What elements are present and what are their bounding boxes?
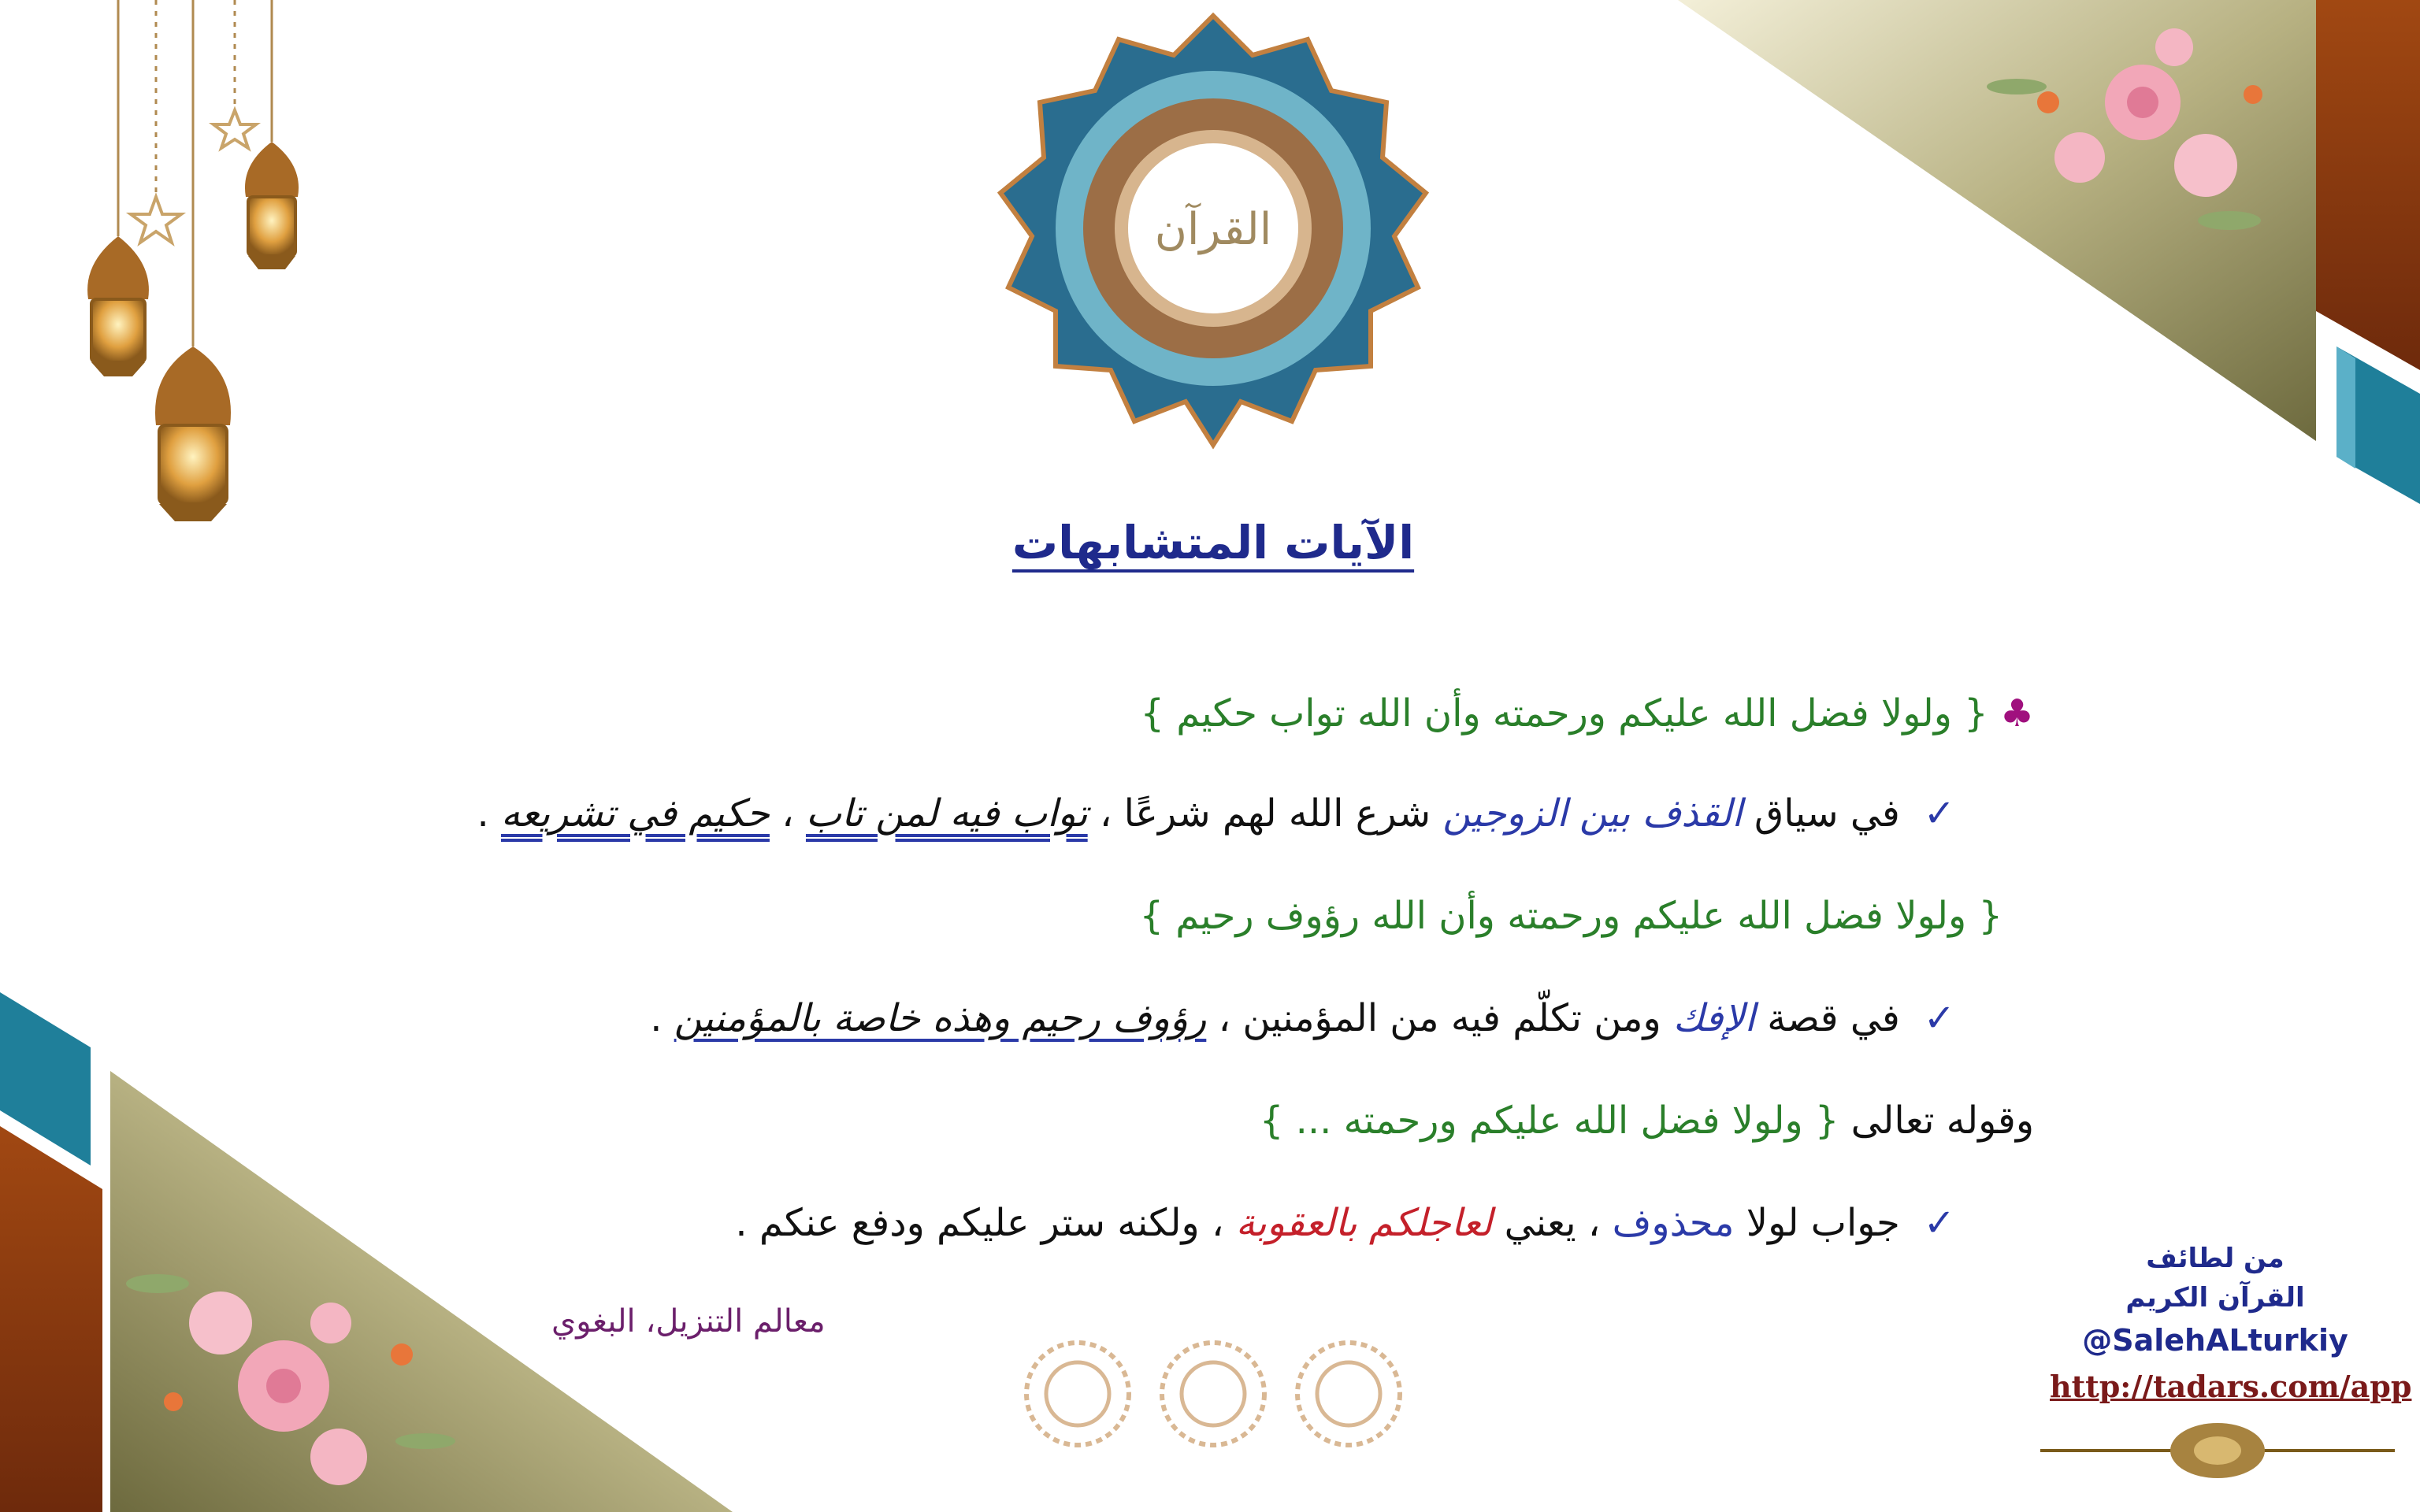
club-bullet-icon: ♣: [1999, 691, 2034, 736]
brand-line-1: من لطائف: [2146, 1243, 2285, 1274]
verse-3: وقوله تعالى { ولولا فضل الله عليكم ورحمته ... }: [1259, 1099, 2034, 1143]
checkmark-icon: ✓: [1923, 791, 1955, 836]
app-link[interactable]: http://tadars.com/app: [2050, 1369, 2412, 1404]
twitter-handle: @SalehALturkiy: [2082, 1323, 2348, 1358]
rust-band-top-right: [2316, 0, 2420, 370]
brand-line-2: القرآن الكريم: [2125, 1282, 2305, 1314]
lanterns-decoration: [87, 0, 299, 521]
checkmark-icon: ✓: [1923, 1201, 1955, 1245]
source-citation: معالم التنزيل، البغوي: [551, 1303, 826, 1340]
rosettes: [1026, 1343, 1400, 1445]
verse-2: { ولولا فضل الله عليكم ورحمته وأن الله رؤوف رحيم }: [1139, 894, 2002, 938]
svg-text:القرآن: القرآن: [1154, 204, 1272, 255]
verse-1-text: { ولولا فضل الله عليكم ورحمته وأن الله تواب حكيم }: [1140, 691, 1988, 736]
note-2: ✓في قصة الإفك ومن تكلّم فيه من المؤمنين ، رؤوف رحيم وهذه خاصة بالمؤمنين .: [650, 996, 1955, 1040]
note-1: ✓في سياق القذف بين الزوجين شرع الله لهم شرعًا ، تواب فيه لمن تاب ، حكيم في تشريعه .: [477, 791, 1955, 836]
verse-1: [1140, 691, 2034, 736]
checkmark-icon: ✓: [1923, 996, 1955, 1040]
ornament-divider: [2040, 1423, 2395, 1478]
note-3: ✓جواب لولا محذوف ، يعني لعاجلكم بالعقوبة ، ولكنه ستر عليكم ودفع عنكم .: [735, 1201, 1955, 1245]
rust-band-bottom-left: [0, 1126, 102, 1512]
page-title: الآيات المتشابهات: [1011, 516, 1415, 569]
quran-emblem: [1000, 16, 1426, 445]
